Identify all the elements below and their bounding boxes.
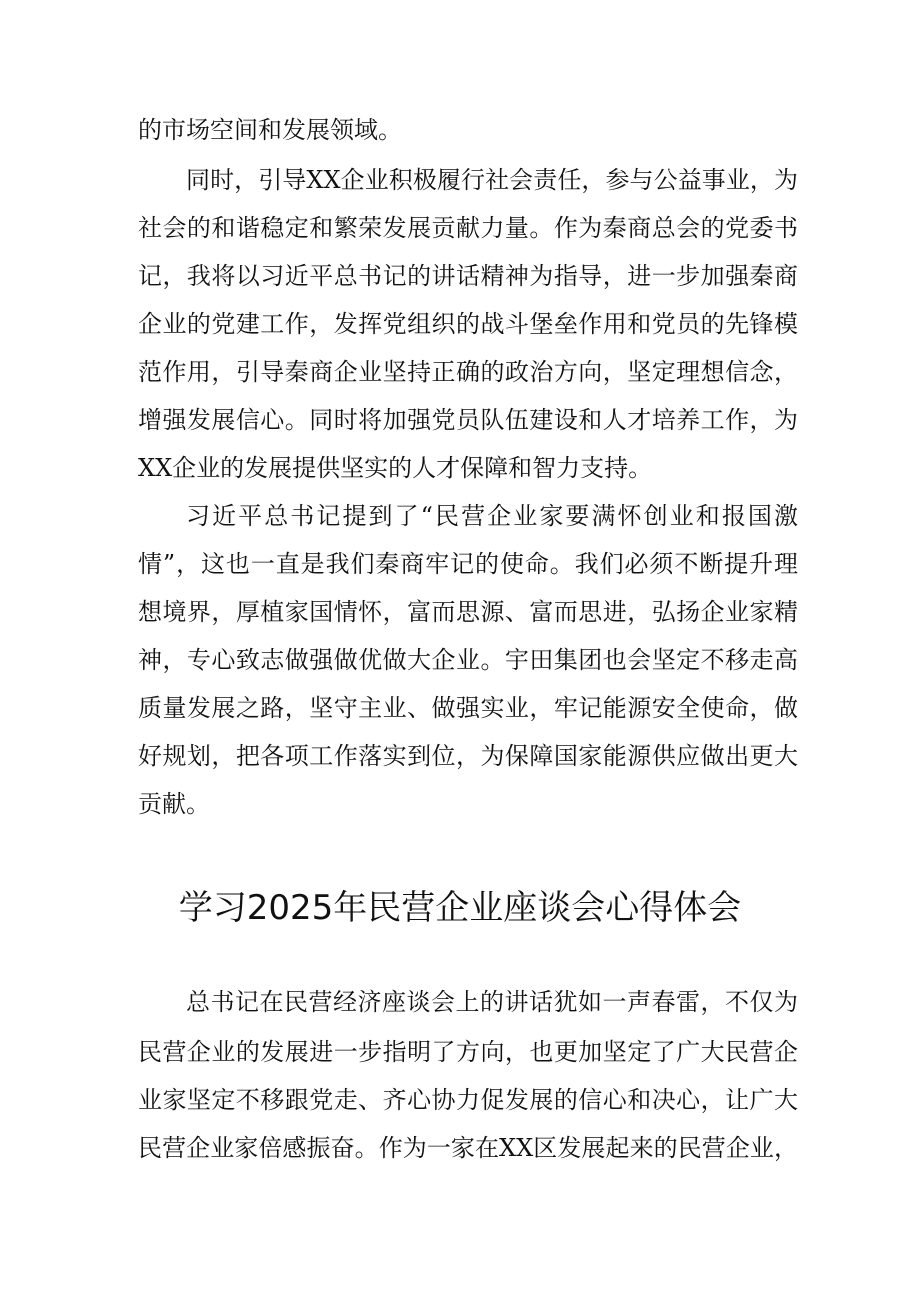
paragraph-line: 质量发展之路，坚守主业、做强实业，牢记能源安全使命，做 xyxy=(138,694,798,722)
paragraph-line: 好规划，把各项工作落实到位，为保障国家能源供应做出更大 xyxy=(138,742,798,770)
paragraph-line: 增强发展信心。同时将加强党员队伍建设和人才培养工作，为 xyxy=(138,406,798,434)
paragraph-line: 记，我将以习近平总书记的讲话精神为指导，进一步加强秦商 xyxy=(138,262,798,290)
paragraph-line: 业家坚定不移跟党走、齐心协力促发展的信心和决心，让广大 xyxy=(138,1086,798,1114)
paragraph-line: 民营企业的发展进一步指明了方向，也更加坚定了广大民营企 xyxy=(138,1038,798,1066)
paragraph-line: 的市场空间和发展领域。 xyxy=(138,116,402,144)
paragraph-line: XX企业的发展提供坚实的人才保障和智力支持。 xyxy=(138,454,653,482)
paragraph-line: 神，专心致志做强做优做大企业。宇田集团也会坚定不移走高 xyxy=(138,646,798,674)
paragraph-line: 社会的和谐稳定和繁荣发展贡献力量。作为秦商总会的党委书 xyxy=(138,214,798,242)
paragraph-line: 同时，引导XX企业积极履行社会责任，参与公益事业，为 xyxy=(186,166,798,194)
section-title: 学习2025年民营企业座谈会心得体会 xyxy=(178,888,742,928)
paragraph-line: 范作用，引导秦商企业坚持正确的政治方向，坚定理想信念， xyxy=(138,358,798,386)
paragraph-line: 总书记在民营经济座谈会上的讲话犹如一声春雷，不仅为 xyxy=(186,988,798,1016)
paragraph-line: 习近平总书记提到了“民营企业家要满怀创业和报国激 xyxy=(186,502,798,530)
paragraph-line: 企业的党建工作，发挥党组织的战斗堡垒作用和党员的先锋模 xyxy=(138,310,798,338)
paragraph-line: 民营企业家倍感振奋。作为一家在XX区发展起来的民营企业， xyxy=(138,1134,798,1162)
paragraph-line: 想境界，厚植家国情怀，富而思源、富而思进，弘扬企业家精 xyxy=(138,598,798,626)
paragraph-line: 情”，这也一直是我们秦商牢记的使命。我们必须不断提升理 xyxy=(138,550,798,578)
paragraph-line: 贡献。 xyxy=(138,790,210,818)
